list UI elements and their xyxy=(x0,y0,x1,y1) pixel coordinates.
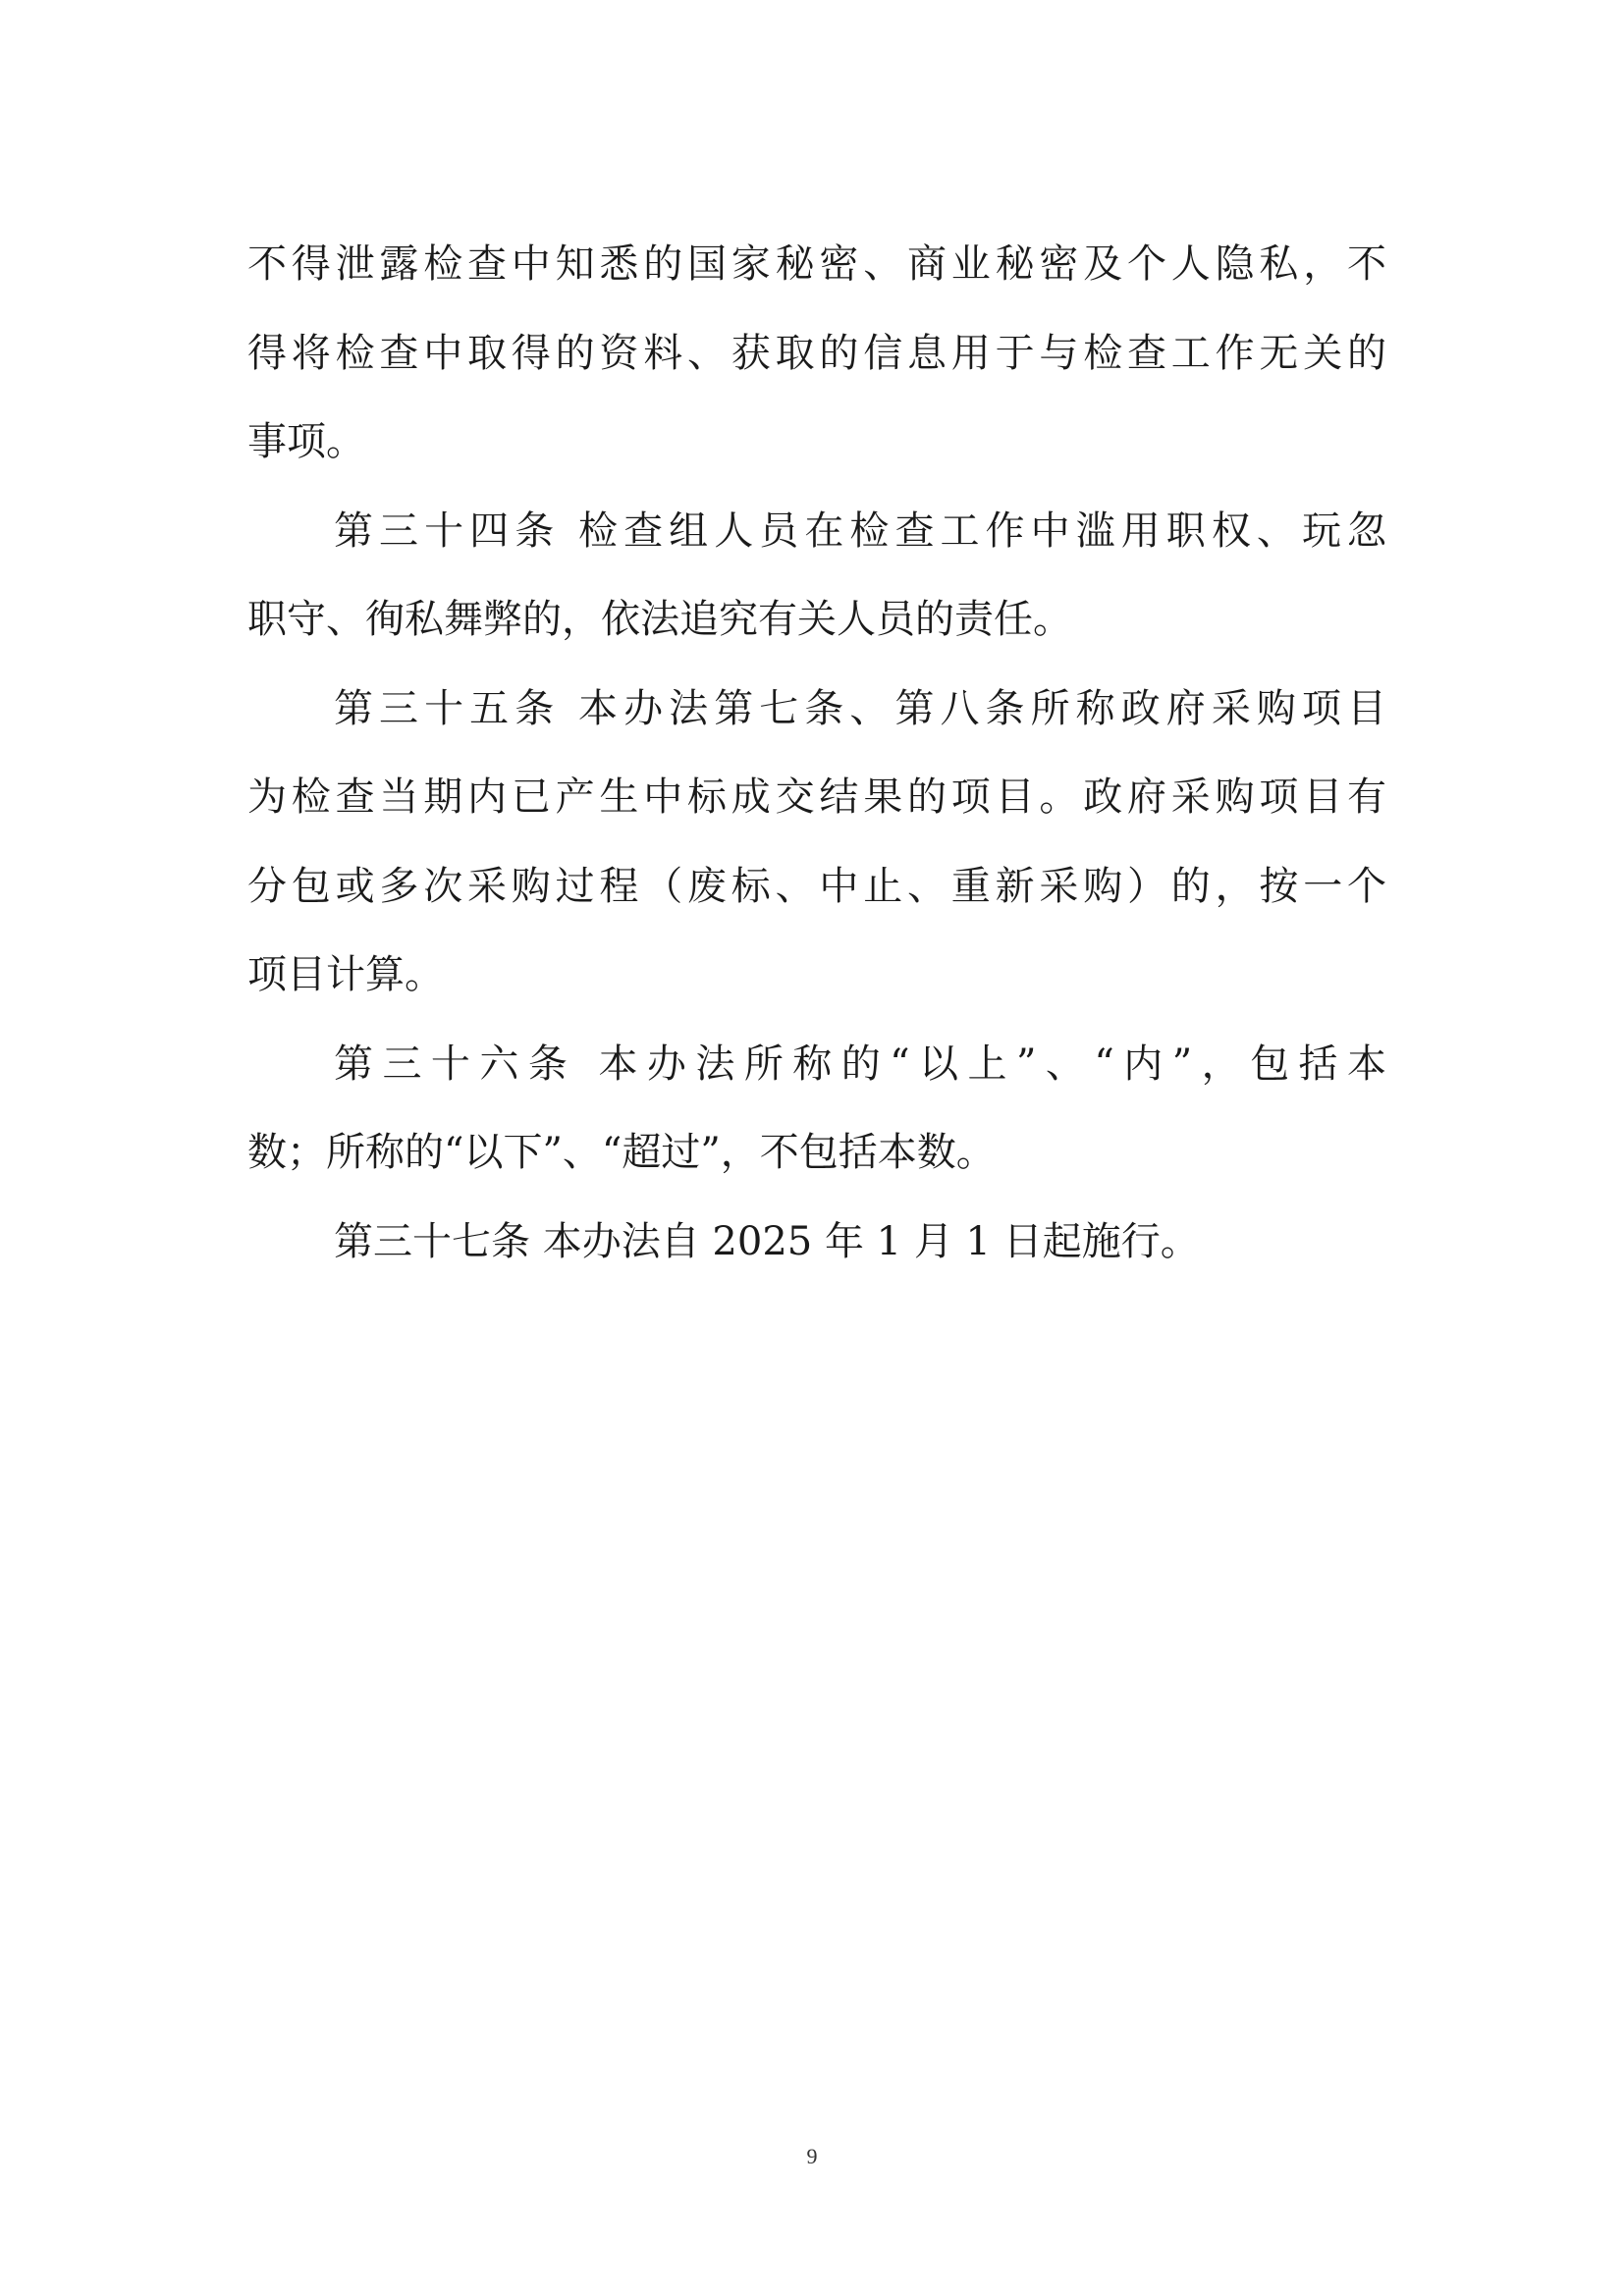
text-line: 数；所称的“以下”、“超过”，不包括本数。 xyxy=(247,1130,996,1175)
article-37 xyxy=(247,1198,1386,1287)
text-line: 第三十五条 本办法第七条、第八条所称政府采购项目 xyxy=(334,685,1386,731)
paragraph-continuation xyxy=(247,220,1386,487)
text-line: 第三十四条 检查组人员在检查工作中滥用职权、玩忽 xyxy=(334,507,1386,554)
text-line: 不得泄露检查中知悉的国家秘密、商业秘密及个人隐私，不 xyxy=(247,241,1386,287)
page-number: 9 xyxy=(806,2144,818,2168)
article-34 xyxy=(247,487,1386,665)
text-line: 得将检查中取得的资料、获取的信息用于与检查工作无关的 xyxy=(247,330,1386,376)
text-line: 项目计算。 xyxy=(247,952,444,997)
text-line: 第三十六条 本办法所称的“以上”、“内”，包括本 xyxy=(334,1041,1386,1087)
text-line: 第三十七条 本办法自 2025 年 1 月 1 日起施行。 xyxy=(334,1218,1200,1264)
article-36 xyxy=(247,1020,1386,1198)
text-line: 为检查当期内已产生中标成交结果的项目。政府采购项目有 xyxy=(247,774,1386,820)
text-line: 分包或多次采购过程（废标、中止、重新采购）的，按一个 xyxy=(247,863,1386,909)
text-line: 事项。 xyxy=(247,419,365,464)
text-line: 职守、徇私舞弊的，依法追究有关人员的责任。 xyxy=(247,597,1072,642)
document-body xyxy=(247,220,1386,1286)
article-35 xyxy=(247,665,1386,1020)
